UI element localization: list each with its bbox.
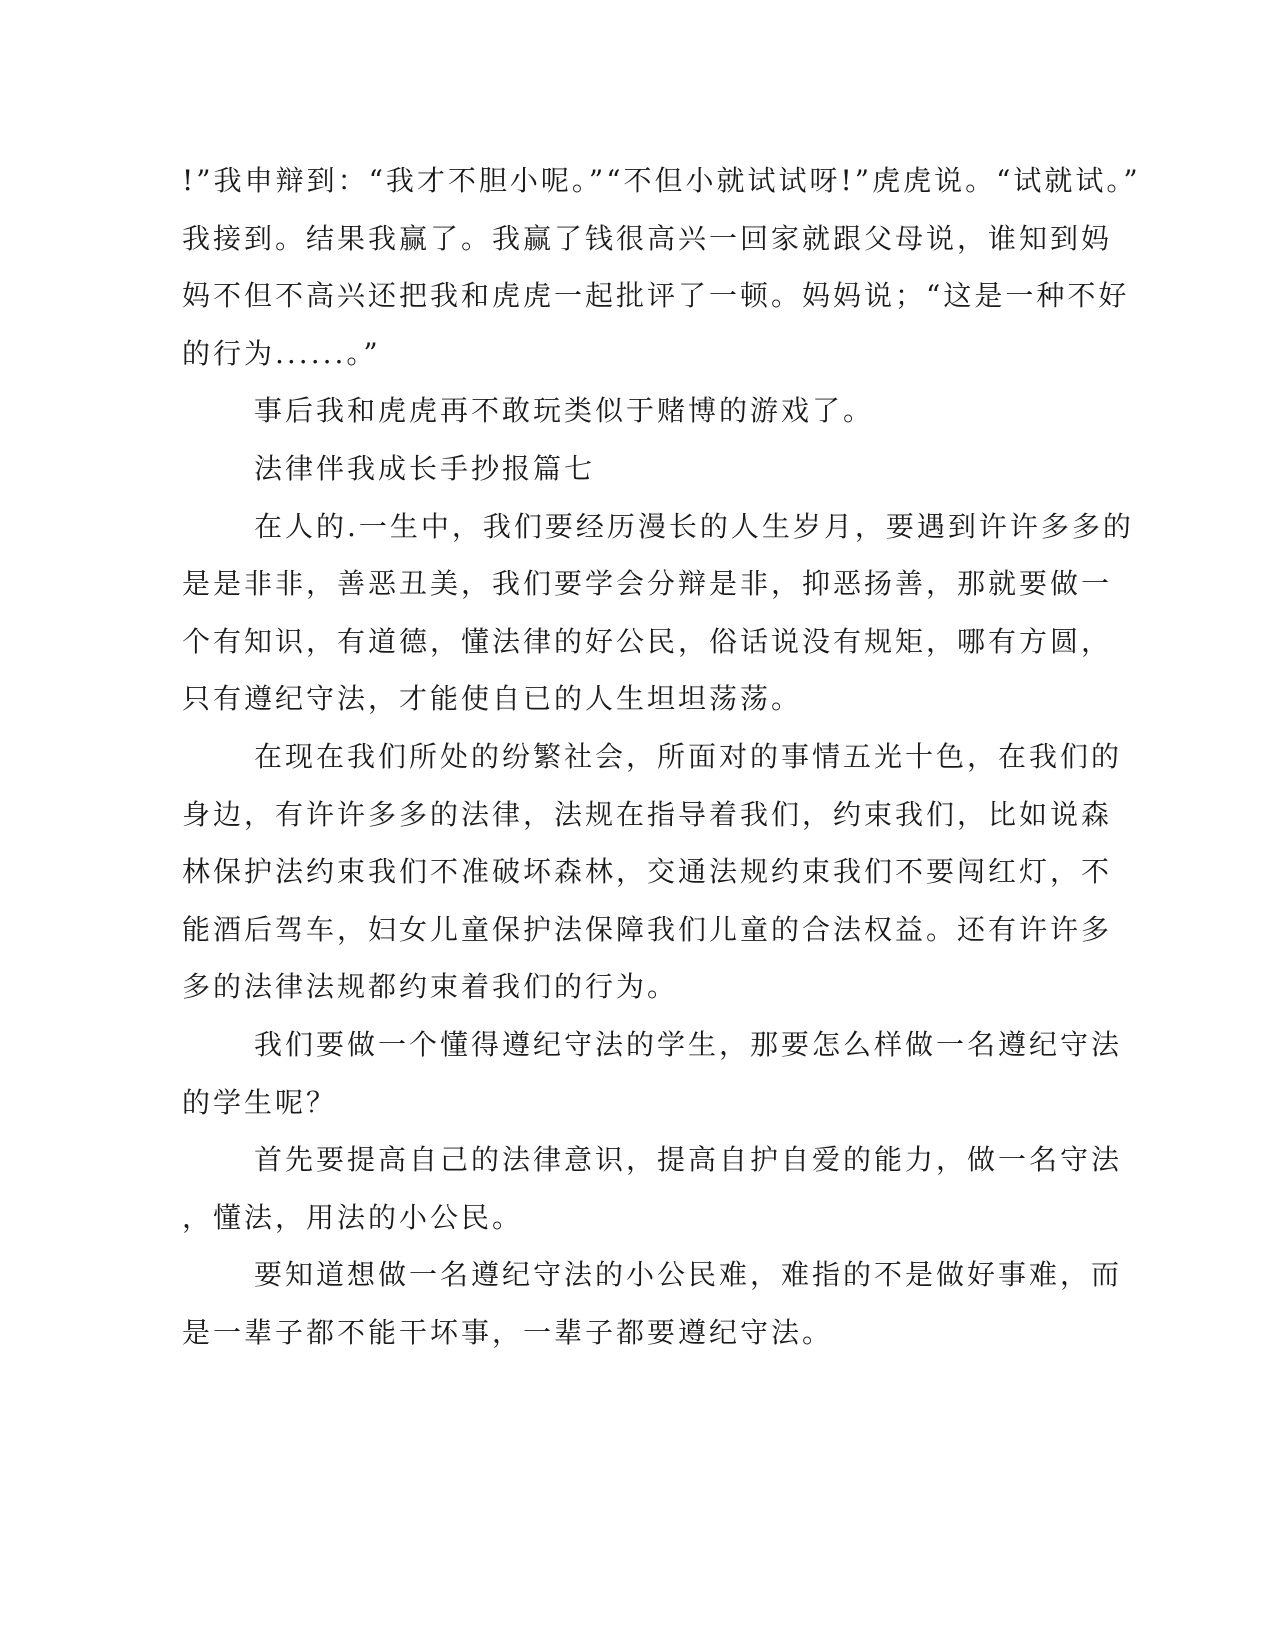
text-line: 我们要做一个懂得遵纪守法的学生，那要怎么样做一名遵纪守法 bbox=[254, 1027, 1123, 1061]
text-line: 是是非非，善恶丑美，我们要学会分辩是非，抑恶扬善，那就要做一 bbox=[182, 567, 1113, 601]
text-line: 我接到。结果我赢了。我赢了钱很高兴一回家就跟父母说，谁知到妈 bbox=[182, 221, 1113, 255]
text-line: 林保护法约束我们不准破坏森林，交通法规约束我们不要闯红灯，不 bbox=[182, 855, 1113, 889]
text-line: 能酒后驾车，妇女儿童保护法保障我们儿童的合法权益。还有许许多 bbox=[182, 912, 1113, 946]
text-line: 个有知识，有道德，懂法律的好公民，俗话说没有规矩，哪有方圆， bbox=[182, 624, 1113, 658]
text-line: !”我申辩到：“我才不胆小呢。”“不但小就试试呀!”虎虎说。“试就试。” bbox=[182, 164, 1141, 197]
text-line: ，懂法，用法的小公民。 bbox=[182, 1200, 524, 1234]
text-line: 多的法律法规都约束着我们的行为。 bbox=[182, 970, 679, 1004]
text-line: 是一辈子都不能干坏事，一辈子都要遵纪守法。 bbox=[182, 1315, 834, 1349]
text-line: 事后我和虎虎再不敢玩类似于赌博的游戏了。 bbox=[254, 394, 875, 428]
text-line: 身边，有许许多多的法律，法规在指导着我们，约束我们，比如说森 bbox=[182, 797, 1113, 831]
text-line: 只有遵纪守法，才能使自已的人生坦坦荡荡。 bbox=[182, 682, 803, 716]
text-line: 要知道想做一名遵纪守法的小公民难，难指的不是做好事难，而 bbox=[254, 1258, 1123, 1292]
text-line: 在现在我们所处的纷繁社会，所面对的事情五光十色，在我们的 bbox=[254, 739, 1123, 773]
document-body bbox=[182, 152, 1141, 1361]
text-line: 的行为......。” bbox=[182, 336, 381, 370]
section-heading: 法律伴我成长手抄报篇七 bbox=[254, 451, 596, 485]
text-line: 在人的.一生中，我们要经历漫长的人生岁月，要遇到许许多多的 bbox=[254, 509, 1134, 543]
text-line: 的学生呢？ bbox=[182, 1085, 338, 1119]
text-line: 首先要提高自己的法律意识，提高自护自爱的能力，做一名守法 bbox=[254, 1143, 1123, 1177]
text-line: 妈不但不高兴还把我和虎虎一起批评了一顿。妈妈说；“这是一种不好 bbox=[182, 279, 1130, 313]
